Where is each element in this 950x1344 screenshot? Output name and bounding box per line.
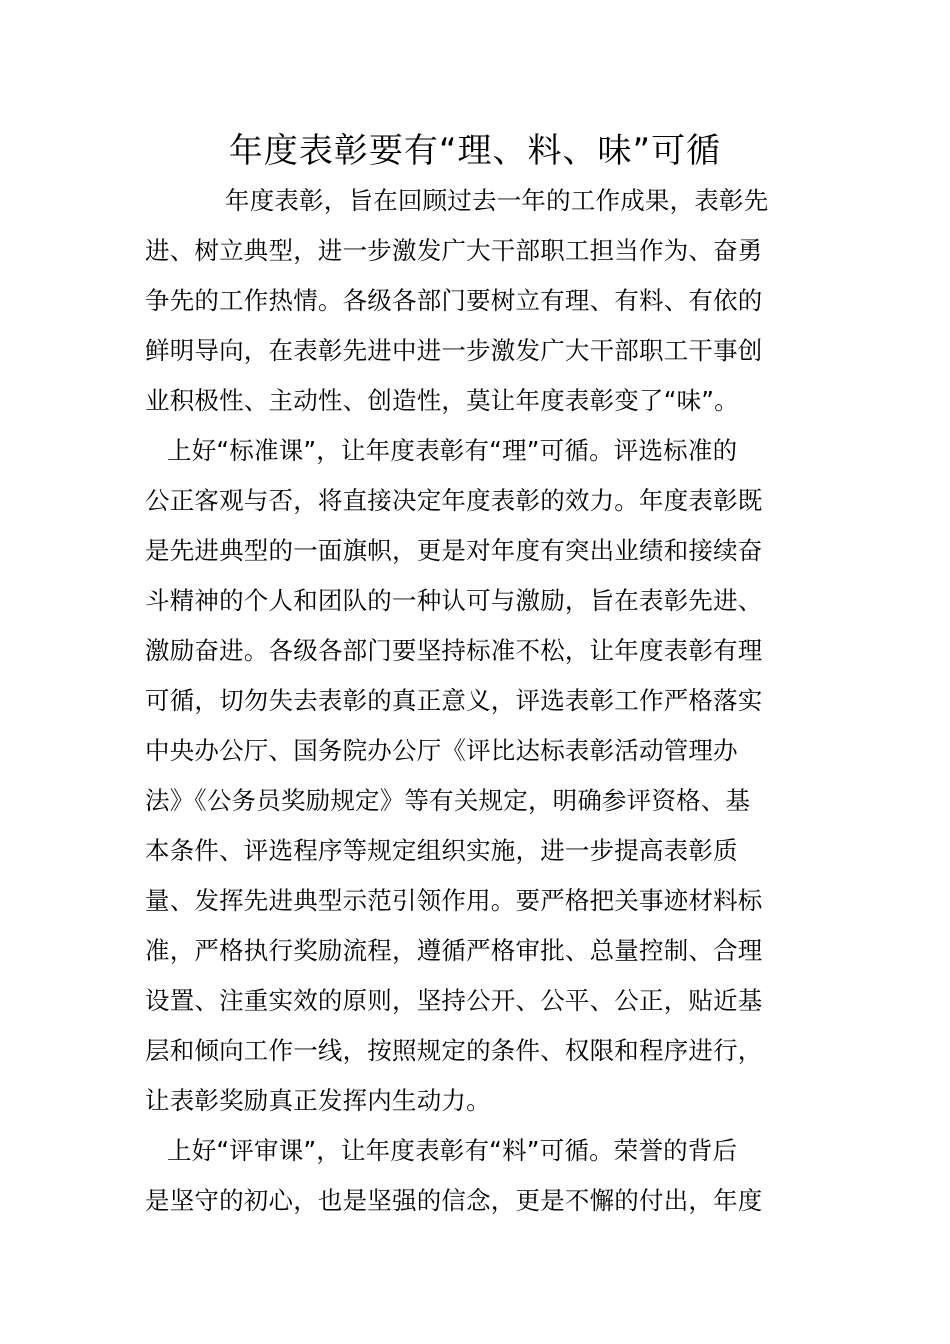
paragraph-line: 年度表彰，旨在回顾过去一年的工作成果，表彰先 <box>225 186 769 215</box>
paragraph-line: 上好“标准课”，让年度表彰有“理”可循。评选标准的 <box>167 436 738 465</box>
paragraph-line: 公正客观与否，将直接决定年度表彰的效力。年度表彰既 <box>145 486 763 515</box>
paragraph-line: 法》《公务员奖励规定》等有关规定，明确参评资格、基 <box>145 786 751 815</box>
paragraph-1 <box>145 176 809 426</box>
paragraph-line: 是先进典型的一面旗帜，更是对年度有突出业绩和接续奋 <box>145 536 763 565</box>
paragraph-line: 争先的工作热情。各级各部门要树立有理、有料、有依的 <box>145 286 763 315</box>
paragraph-line: 让表彰奖励真正发挥内生动力。 <box>145 1086 491 1115</box>
paragraph-line: 是坚守的初心，也是坚强的信念，更是不懈的付出，年度 <box>145 1186 763 1215</box>
paragraph-2 <box>145 426 809 1126</box>
paragraph-line: 层和倾向工作一线，按照规定的条件、权限和程序进行， <box>145 1036 763 1065</box>
paragraph-line: 中央办公厅、国务院办公厅《评比达标表彰活动管理办 <box>145 736 738 765</box>
paragraph-line: 进、树立典型，进一步激发广大干部职工担当作为、奋勇 <box>145 236 763 265</box>
document-body <box>145 176 809 1226</box>
paragraph-line: 准，严格执行奖励流程，遵循严格审批、总量控制、合理 <box>145 936 763 965</box>
paragraph-line: 量、发挥先进典型示范引领作用。要严格把关事迹材料标 <box>145 886 763 915</box>
paragraph-line: 上好“评审课”，让年度表彰有“料”可循。荣誉的背后 <box>167 1136 738 1165</box>
paragraph-line: 本条件、评选程序等规定组织实施，进一步提高表彰质 <box>145 836 738 865</box>
document-title: 年度表彰要有“理、料、味”可循 <box>228 131 722 171</box>
paragraph-line: 业积极性、主动性、创造性，莫让年度表彰变了“味”。 <box>145 386 739 415</box>
paragraph-line: 鲜明导向，在表彰先进中进一步激发广大干部职工干事创 <box>145 336 763 365</box>
paragraph-line: 可循，切勿失去表彰的真正意义，评选表彰工作严格落实 <box>145 686 763 715</box>
paragraph-3 <box>145 1126 809 1226</box>
paragraph-line: 激励奋进。各级各部门要坚持标准不松，让年度表彰有理 <box>145 636 763 665</box>
paragraph-line: 斗精神的个人和团队的一种认可与激励，旨在表彰先进、 <box>145 586 763 615</box>
paragraph-line: 设置、注重实效的原则，坚持公开、公平、公正，贴近基 <box>145 986 763 1015</box>
